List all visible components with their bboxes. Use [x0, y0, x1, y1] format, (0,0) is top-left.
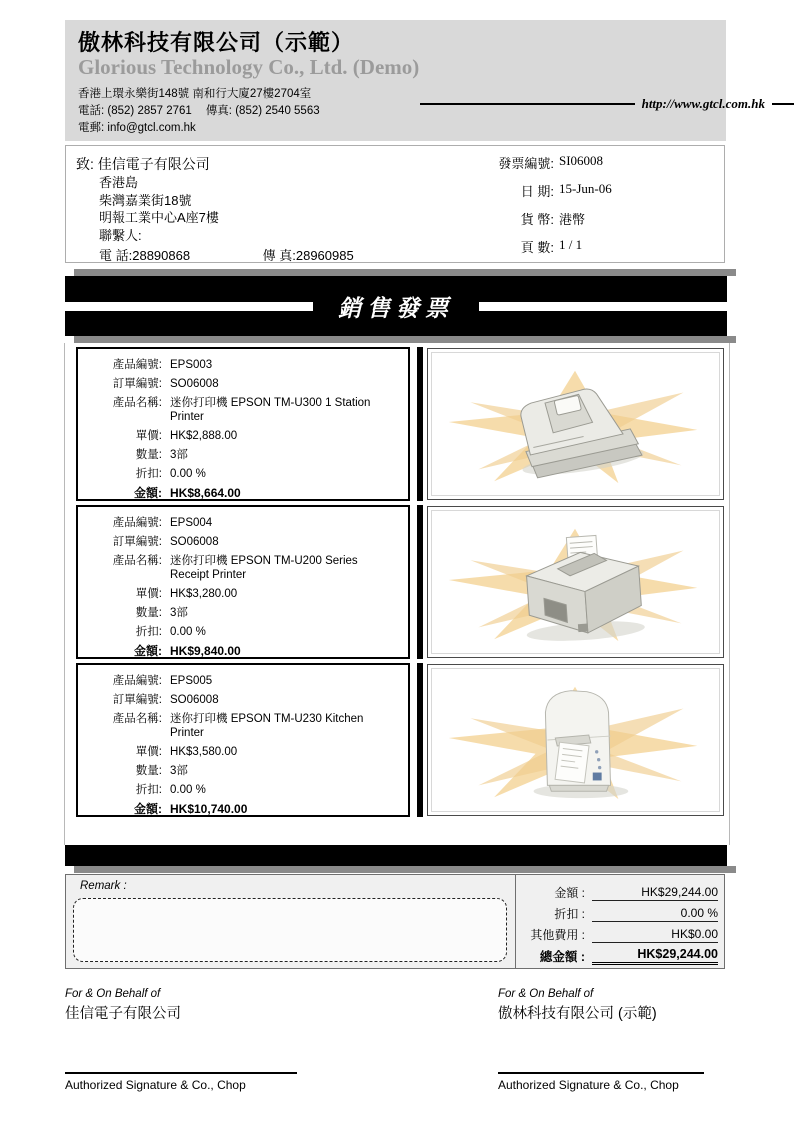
behalf-text: For & On Behalf of — [65, 988, 161, 1000]
item-order-field — [78, 377, 408, 391]
invoice-page-label: 頁 數: — [520, 240, 554, 255]
remark-label: Remark : — [80, 880, 127, 892]
item-name-value: 迷你打印機 EPSON TM-U200 Series Receipt Printer — [170, 555, 358, 581]
banner-shadow-bottom — [74, 336, 736, 343]
invoice-currency-row — [474, 209, 718, 228]
item-details-card — [76, 505, 410, 659]
other-charges-label: 其他費用 : — [530, 928, 585, 942]
customer-fax-label: 傳 真: — [262, 248, 296, 263]
item-discount-label: 折扣: — [135, 626, 162, 638]
customer-signature-company: 佳信電子有限公司 — [65, 1006, 181, 1022]
item-amount-field — [78, 486, 408, 500]
invoice-page-value: 1 / 1 — [559, 237, 583, 252]
customer-phone-fax — [99, 245, 354, 264]
company-header — [65, 20, 765, 141]
item-amount-field — [78, 802, 408, 816]
grand-total-value: HK$29,244.00 — [592, 947, 718, 965]
product-image-epson-tm-u230-printer — [432, 669, 719, 811]
invoice-number-label: 發票編號: — [498, 156, 554, 171]
grand-total-row — [520, 947, 718, 965]
discount-value: 0.00 % — [592, 906, 718, 922]
company-website: http://www.gtcl.com.hk — [641, 96, 765, 111]
item-name-field — [78, 712, 408, 740]
item-image-card — [427, 506, 724, 658]
customer-address-line: 香港島 — [99, 175, 139, 190]
item-name-label: 產品名稱: — [112, 397, 162, 409]
item-name-field — [78, 554, 408, 582]
item-price-field — [78, 429, 408, 443]
item-discount-label: 折扣: — [135, 784, 162, 796]
remark-box — [73, 898, 507, 962]
discount-row — [520, 905, 718, 922]
item-name-value: 迷你打印機 EPSON TM-U300 1 Station Printer — [170, 397, 371, 423]
item-amount-label: 金額: — [134, 802, 162, 816]
item-discount-field — [78, 467, 408, 481]
grand-total-label: 總金額 : — [539, 950, 585, 964]
other-charges-value: HK$0.00 — [592, 927, 718, 943]
product-image-epson-tm-u300-printer — [432, 353, 719, 495]
item-code-field — [78, 516, 408, 530]
phone-value: (852) 2857 2761 — [107, 105, 192, 117]
card-divider — [417, 505, 423, 659]
item-details-card — [76, 347, 410, 501]
item-price-label: 單價: — [135, 430, 162, 442]
to-label: 致: — [76, 156, 94, 172]
item-name-field — [78, 396, 408, 424]
banner-stripe-left — [65, 302, 313, 311]
company-address: 香港上環永樂街148號 南和行大廈27樓2704室 — [78, 88, 312, 100]
item-order-field — [78, 535, 408, 549]
invoice-date-value: 15-Jun-06 — [559, 181, 612, 196]
item-code-value: EPS005 — [170, 675, 213, 687]
item-discount-value: 0.00 % — [170, 784, 206, 796]
customer-address-line: 明報工業中心A座7樓 — [99, 210, 219, 225]
horizontal-rule — [772, 103, 794, 105]
bar-shadow — [74, 866, 736, 873]
item-qty-field — [78, 606, 408, 620]
item-order-label: 訂單編號: — [112, 694, 162, 706]
item-discount-field — [78, 625, 408, 639]
customer-phone-value: 28890868 — [132, 248, 191, 263]
item-discount-label: 折扣: — [135, 468, 162, 480]
invoice-meta — [474, 153, 718, 265]
item-code-label: 產品編號: — [112, 675, 162, 687]
invoice-title: 銷售發票 — [338, 294, 454, 321]
subtotal-value: HK$29,244.00 — [592, 885, 718, 901]
product-image-epson-tm-u200-printer — [432, 511, 719, 653]
company-name-english: Glorious Technology Co., Ltd. (Demo) — [78, 55, 420, 79]
signature-section — [65, 988, 726, 1103]
invoice-date-row — [474, 181, 718, 200]
item-qty-value: 3部 — [170, 449, 188, 461]
email-value: info@gtcl.com.hk — [107, 122, 196, 134]
discount-label: 折扣 : — [554, 907, 585, 921]
item-image-card — [427, 348, 724, 500]
customer-address — [99, 174, 219, 244]
totals-pane — [516, 875, 724, 968]
fax-value: (852) 2540 5563 — [235, 105, 320, 117]
item-amount-label: 金額: — [134, 644, 162, 658]
item-order-label: 訂單編號: — [112, 536, 162, 548]
item-discount-value: 0.00 % — [170, 468, 206, 480]
company-signature-company: 傲林科技有限公司 (示範) — [498, 1006, 657, 1022]
item-code-field — [78, 674, 408, 688]
item-image-card — [427, 664, 724, 816]
item-qty-label: 數量: — [135, 765, 162, 777]
signature-caption: Authorized Signature & Co., Chop — [498, 1078, 679, 1092]
section-end-bar — [65, 845, 727, 873]
item-price-label: 單價: — [135, 588, 162, 600]
customer-phone-label: 電 話: — [99, 248, 133, 263]
company-name-chinese: 傲林科技有限公司（示範） — [78, 30, 355, 55]
item-qty-field — [78, 448, 408, 462]
item-qty-label: 數量: — [135, 449, 162, 461]
banner-stripe-right — [479, 302, 727, 311]
subtotal-row — [520, 884, 718, 901]
subtotal-label: 金額 : — [554, 886, 585, 900]
company-email — [78, 120, 320, 137]
item-amount-value: HK$9,840.00 — [170, 644, 241, 658]
item-amount-field — [78, 644, 408, 658]
contact-person-label: 聯繫人: — [99, 227, 142, 243]
item-details-card — [76, 663, 410, 817]
remark-pane — [66, 875, 516, 968]
behalf-text: For & On Behalf of — [498, 988, 594, 1000]
item-order-value: SO06008 — [170, 536, 219, 548]
item-order-field — [78, 693, 408, 707]
item-qty-value: 3部 — [170, 765, 188, 777]
invoice-date-label: 日 期: — [520, 184, 554, 199]
card-divider — [417, 347, 423, 501]
signature-line — [498, 1072, 704, 1074]
customer-signature-block — [65, 988, 375, 1092]
item-code-value: EPS003 — [170, 359, 213, 371]
line-items-section — [64, 343, 730, 845]
item-discount-field — [78, 783, 408, 797]
invoice-currency-value: 港幣 — [559, 212, 586, 227]
item-name-value: 迷你打印機 EPSON TM-U230 Kitchen Printer — [170, 713, 364, 739]
item-price-field — [78, 587, 408, 601]
phone-label: 電話: — [78, 105, 105, 117]
customer-info-box — [65, 145, 725, 263]
item-order-label: 訂單編號: — [112, 378, 162, 390]
item-code-field — [78, 358, 408, 372]
line-item-row — [65, 347, 729, 501]
item-name-label: 產品名稱: — [112, 555, 162, 567]
item-code-value: EPS004 — [170, 517, 213, 529]
item-order-value: SO06008 — [170, 694, 219, 706]
item-image-frame — [431, 352, 720, 496]
invoice-currency-label: 貨 幣: — [520, 212, 554, 227]
company-phone-fax — [78, 103, 320, 120]
email-label: 電郵: — [78, 122, 105, 134]
item-order-value: SO06008 — [170, 378, 219, 390]
bar-black — [65, 845, 727, 866]
line-item-row — [65, 663, 729, 817]
title-banner — [65, 269, 727, 343]
bill-to-row — [76, 154, 210, 174]
signature-caption: Authorized Signature & Co., Chop — [65, 1078, 246, 1092]
item-price-value: HK$3,580.00 — [170, 746, 238, 758]
item-name-label: 產品名稱: — [112, 713, 162, 725]
invoice-number-value: SI06008 — [559, 153, 604, 168]
item-qty-label: 數量: — [135, 607, 162, 619]
item-image-frame — [431, 668, 720, 812]
horizontal-rule — [420, 103, 635, 105]
company-contact-lines — [78, 86, 320, 137]
website-rule-row — [420, 96, 794, 112]
banner-shadow-top — [74, 269, 736, 276]
item-discount-value: 0.00 % — [170, 626, 206, 638]
invoice-number-row — [474, 153, 718, 172]
item-amount-label: 金額: — [134, 486, 162, 500]
item-price-value: HK$3,280.00 — [170, 588, 238, 600]
item-code-label: 產品編號: — [112, 359, 162, 371]
card-divider — [417, 663, 423, 817]
item-price-field — [78, 745, 408, 759]
item-amount-value: HK$10,740.00 — [170, 802, 248, 816]
customer-address-line: 柴灣嘉業街18號 — [99, 192, 192, 208]
item-code-label: 產品編號: — [112, 517, 162, 529]
invoice-page-row — [474, 237, 718, 256]
line-item-row — [65, 505, 729, 659]
signature-line — [65, 1072, 297, 1074]
item-price-label: 單價: — [135, 746, 162, 758]
item-amount-value: HK$8,664.00 — [170, 486, 241, 500]
item-qty-value: 3部 — [170, 607, 188, 619]
company-signature-block — [498, 988, 794, 1092]
customer-fax-value: 28960985 — [295, 248, 354, 263]
item-price-value: HK$2,888.00 — [170, 430, 238, 442]
other-charges-row — [520, 926, 718, 943]
fax-label: 傳真: — [205, 105, 233, 117]
item-image-frame — [431, 510, 720, 654]
banner-black-band — [65, 276, 727, 336]
summary-section — [65, 874, 725, 969]
item-qty-field — [78, 764, 408, 778]
customer-name: 佳信電子有限公司 — [97, 156, 210, 172]
